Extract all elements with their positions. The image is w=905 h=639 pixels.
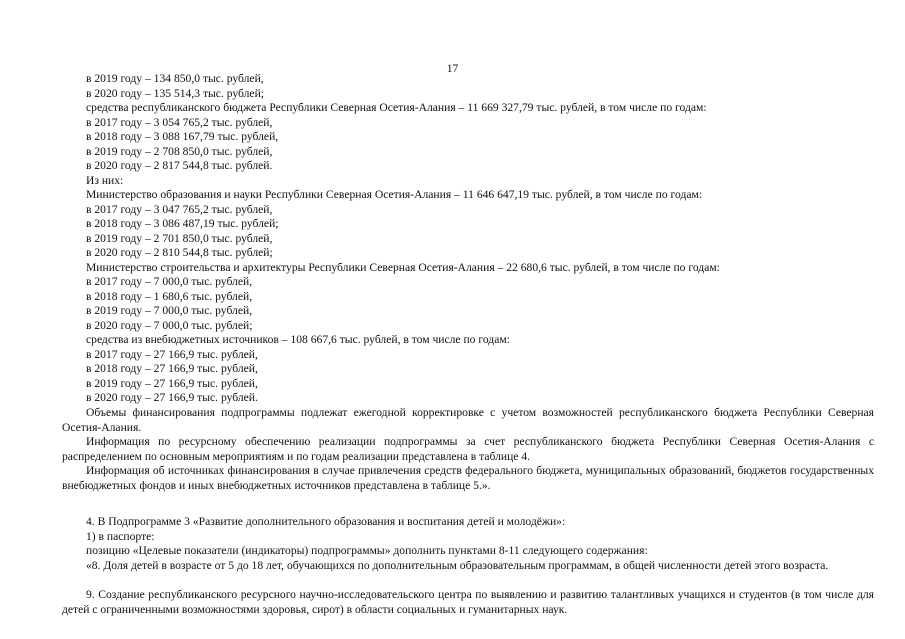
text-line: в 2017 году – 27 166,9 тыс. рублей,	[86, 348, 258, 361]
text-line: в 2020 году – 7 000,0 тыс. рублей;	[86, 319, 253, 332]
text-line: в 2018 году – 3 086 487,19 тыс. рублей;	[86, 217, 279, 230]
page-number: 17	[446, 62, 459, 75]
text-line: в 2020 году – 2 817 544,8 тыс. рублей.	[86, 159, 273, 172]
text-line: в 2018 году – 3 088 167,79 тыс. рублей,	[86, 130, 279, 143]
text-line: Министерство строительства и архитектуры Республики Северная Осетия-Алания – 22 680,6 тыс. рублей, в том числе по годам:	[86, 261, 720, 274]
text-line: 1) в паспорте:	[86, 530, 155, 543]
text-line: позицию «Целевые показатели (индикаторы) подпрограммы» дополнить пунктами 8-11 следующего содержания:	[86, 544, 648, 557]
text-line: в 2018 году – 1 680,6 тыс. рублей,	[86, 290, 253, 303]
text-line: в 2019 году – 27 166,9 тыс. рублей,	[86, 377, 258, 390]
text-line: в 2017 году – 7 000,0 тыс. рублей,	[86, 275, 253, 288]
text-line: в 2018 году – 27 166,9 тыс. рублей,	[86, 362, 258, 375]
paragraph: Объемы финансирования подпрограммы подлежат ежегодной корректировке с учетом возможностей республиканского бюджета Республики Северная Осетия-Алания.	[62, 406, 874, 434]
text-line: в 2017 году – 3 054 765,2 тыс. рублей,	[86, 116, 273, 129]
text-line: в 2020 году – 135 514,3 тыс. рублей;	[86, 87, 265, 100]
text-line: в 2019 году – 7 000,0 тыс. рублей,	[86, 304, 253, 317]
text-line: в 2020 году – 27 166,9 тыс. рублей.	[86, 391, 258, 404]
paragraph: Информация об источниках финансирования в случае привлечения средств федерального бюджета, муниципальных образований, бюджетов государственных внебюджетных фондов и иных внебюджетных источников представлена в таблице 5.».	[62, 464, 874, 492]
section-heading: 4. В Подпрограмме 3 «Развитие дополнительного образования и воспитания детей и молодёжи»:	[86, 515, 566, 528]
text-line: средства республиканского бюджета Республики Северная Осетия-Алания – 11 669 327,79 тыс. рублей, в том числе по годам:	[86, 101, 707, 114]
paragraph: «8. Доля детей в возрасте от 5 до 18 лет, обучающихся по дополнительным образовательным программам, в общей численности детей этого возраста.	[86, 559, 829, 572]
text-line: в 2019 году – 2 701 850,0 тыс. рублей,	[86, 232, 273, 245]
text-line: Министерство образования и науки Республики Северная Осетия-Алания – 11 646 647,19 тыс. рублей, в том числе по годам:	[86, 188, 703, 201]
text-line: Из них:	[86, 174, 124, 187]
text-line: в 2017 году – 3 047 765,2 тыс. рублей,	[86, 203, 273, 216]
paragraph: 9. Создание республиканского ресурсного научно-исследовательского центра по выявлению и развитию талантливых учащихся и студентов (в том числе для детей с ограниченными возможностями здоровья, сирот) в области социальных и гуманитарных наук.	[62, 588, 874, 616]
text-line: в 2020 году – 2 810 544,8 тыс. рублей;	[86, 246, 273, 259]
text-line: в 2019 году – 2 708 850,0 тыс. рублей,	[86, 145, 273, 158]
text-line: средства из внебюджетных источников – 108 667,6 тыс. рублей, в том числе по годам:	[86, 333, 510, 346]
paragraph: Информация по ресурсному обеспечению реализации подпрограммы за счет республиканского бюджета Республики Северная Осетия-Алания с распределением по основным мероприятиям и по годам реализации представлена в таблице 4.	[62, 435, 874, 463]
text-line: в 2019 году – 134 850,0 тыс. рублей,	[86, 72, 264, 85]
